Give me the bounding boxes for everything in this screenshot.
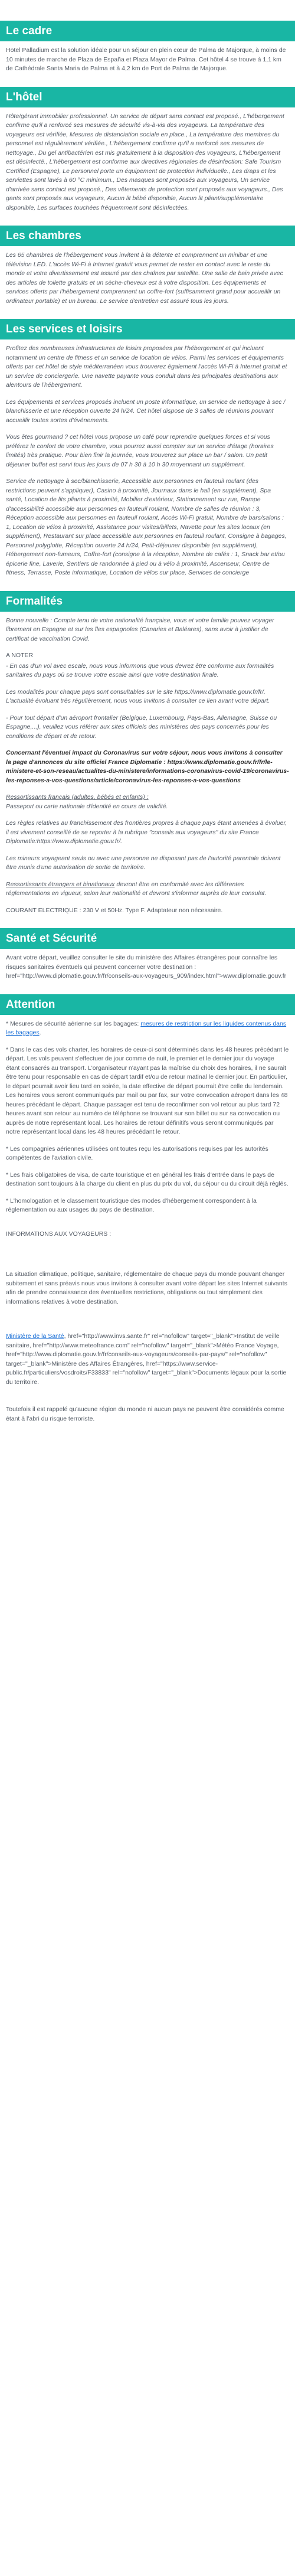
services-paragraph-2: Les équipements et services proposés incluent un poste informatique, un service de nettoyage à sec / blanchisserie et une réception ouverte 24 h/24. Cet hôtel dispose de 3 salles de réunions pouvant accueillir toutes sortes d'événements. (6, 398, 286, 424)
section-cadre (0, 41, 295, 74)
attention-paragraph-2: * Dans le cas des vols charter, les horaires de ceux-ci sont déterminés dans les 48 heures précédant le départ. Les vols peuvent s'effectuer de jour comme de nuit, le premier et le dernier jour du voyage étant consacrés au transport. L'organisateur n'ayant pas la maîtrise du choix des horaires, il ne saurait être tenu pour responsable en cas de départ tardif et/ou de retour matinal le dernier jour. En particulier, le départ pourrait avoir lieu tard en soirée, la date effective de départ pourrait être celle du lendemain. Les horaires vous seront communiqués par mail ou par fax, sur votre convocation aéroport dans les 48 heures précédant le départ. Chaque passager est tenu de reconfirmer son vol retour au plus tard 72 heures avant son retour au numéro de téléphone se trouvant sur son billet ou sur sa convocation ou auprès de notre représentant local. Les horaires de retour définitifs vous seront communiqués par notre représentant local dans les 48 heures précédant le retour. (6, 1046, 289, 1135)
formalites-foreign-text: devront être en conformité avec les différentes réglementations en vigueur, selon leur nationalité et devront s'informer auprès de leur consulat. (6, 880, 267, 897)
hotel-paragraph: Hôte/gérant immobilier professionnel. Un service de départ sans contact est proposé., L'hébergement confirme qu'il a renforcé ses mesures de sécurité vis-à-vis des voyageurs. La température des voyageurs est vérifiée, Mesures de distanciation sociale en place., La température des membres du personnel est régulièrement vérifiée., L'hébergement confirme qu'il a renforcé ses mesures de nettoyage., Du gel antibactérien est mis gratuitement à la disposition des voyageurs, L'hébergement est désinfecté., L'hébergement est conforme aux directives régionales de désinfection: Safe Tourism Certified (Espagne), Le personnel porte un équipement de protection individuelle., Les draps et les serviettes sont lavés à 60 °C minimum., Des masques sont proposés aux voyageurs, Un service d'arrivée sans contact est proposé., Des vêtements de protection sont proposés aux voyageurs., Des gants sont proposés aux voyageurs, Aucun lit bébé disponible, Aucun lit pliant/supplémentaire disponible, Les surfaces touchées fréquemment sont désinfectées. (6, 112, 284, 211)
liquids-restriction-link[interactable]: mesures de restriction sur les liquides contenus dans les bagages (6, 1020, 287, 1036)
attention-links-text: , href="http://www.invs.sante.fr" rel="nofollow" target="_blank">Institut de veille sanitaire, href="http://www.meteofrance.com" rel="nofollow" target="_blank">Météo France Voyage, href="http://www.diplomatie.gouv.fr/fr/conseils-aux-voyageurs/conseils-par-pays/" rel="nofollow" target="_blank">Ministère des Affaires Étrangères, href="https://www.service-public.fr/particuliers/vosdroits/F33833" rel="nofollow" target="_blank">Documents légaux pour la sortie du territoire. (6, 1333, 287, 1386)
formalites-foreign-heading: Ressortissants étrangers et binationaux (6, 880, 115, 888)
attention-paragraph-3: * Les compagnies aériennes utilisées ont toutes reçu les autorisations requises par les autorités compétentes de l'aviation civile. (6, 1145, 268, 1161)
attention-paragraph-4: * Les frais obligatoires de visa, de carte touristique et en général les frais d'entrée dans le pays de destination sont toujours à la charge du client en plus du prix du vol, du séjour ou du circuit déjà réglés. (6, 1171, 289, 1187)
formalites-paragraph-7: Les mineurs voyageant seuls ou avec une personne ne disposant pas de l'autorité parentale doivent être munis d'une autorisation de sortie de territoire. (6, 854, 281, 871)
services-paragraph-3: Vous êtes gourmand ? cet hôtel vous propose un café pour reprendre quelques forces et si vous préférez le confort de votre chambre, vous pourrez aussi compter sur un service d'étage (horaires limités) très pratique. Pour bien finir la journée, vous trouverez sur place un bar / salon. Un petit déjeuner buffet est servi tous les jours de 07 h 30 à 10 h 30 moyennant un supplément. (6, 433, 274, 468)
attention-paragraph-1 (6, 1020, 289, 1038)
attention-paragraph-8 (6, 1332, 289, 1387)
section-title-cadre: Le cadre (0, 21, 295, 41)
section-formalites (0, 612, 295, 916)
formalites-paragraph-5: Passeport ou carte nationale d'identité en cours de validité. (6, 802, 168, 810)
section-sante (0, 949, 295, 981)
attention-paragraph-9: Toutefois il est rappelé qu'aucune région du monde ni aucun pays ne peuvent être considérés comme étant à l'abri du risque terroriste. (6, 1406, 284, 1422)
attention-paragraph-5: * L'homologation et le classement touristique des modes d'hébergement correspondent à la réglementation ou aux usages du pays de destination. (6, 1197, 257, 1213)
formalites-nota-heading: A NOTER (6, 652, 34, 659)
section-attention (0, 1015, 295, 1424)
attention-travellers-heading: INFORMATIONS AUX VOYAGEURS : (6, 1230, 112, 1238)
section-title-sante: Santé et Sécurité (0, 928, 295, 949)
cadre-paragraph: Hotel Palladium est la solution idéale pour un séjour en plein cœur de Palma de Majorque, à moins de 10 minutes de marche de Plaza de España et Plaza Mayor de Palma. Cet hôtel 4 se trouve à 1,1 km de Cathédrale Santa Maria de Palma et à 4,2 km de Port de Palma de Majorque. (6, 47, 286, 72)
section-hotel (0, 107, 295, 213)
section-chambres (0, 246, 295, 306)
section-title-formalites: Formalités (0, 591, 295, 612)
formalites-paragraph-6: Les règles relatives au franchissement des frontières propres à chaque pays étant amenées à évoluer, il est vivement conseillé de se reporter à la rubrique "conseils aux voyageurs" du site France Diplomatie:https://www.diplomatie.gouv.fr/. (6, 820, 287, 845)
section-title-hotel: L'hôtel (0, 87, 295, 107)
attention-baggage-text: * Mesures de sécurité aérienne sur les bagages: (6, 1020, 141, 1027)
formalites-paragraph-1: Bonne nouvelle : Compte tenu de votre nationalité française, vous et votre famille pouvez voyager librement en Espagne et sur les îles espagnoles (Canaries et Baléares), sans avoir à justifier de certificat de vaccination Covid. (6, 616, 274, 642)
formalites-paragraph-8 (6, 880, 289, 899)
section-services (0, 339, 295, 578)
formalites-paragraph-2: - En cas d'un vol avec escale, nous vous informons que vous devrez être conforme aux formalités sanitaires du pays où se trouve votre escale ainsi que votre destination finale. (6, 662, 274, 678)
formalites-paragraph-3: Les modalités pour chaque pays sont consultables sur le site https://www.diplomatie.gouv.fr/fr/. L'actualité évoluant très régulièrement, nous vous invitons à consulter ce lien avant votre départ. (6, 688, 270, 704)
formalites-paragraph-4: - Pour tout départ d'un aéroport frontalier (Belgique, Luxembourg, Pays-Bas, Allemagne, Suisse ou Espagne,...), veuillez vous référer aux sites officiels des ministères des pays concernés pour les conditions de départ et de retour. (6, 714, 277, 740)
attention-paragraph-7: La situation climatique, politique, sanitaire, réglementaire de chaque pays du monde pouvant changer subitement et sans préavis nous vous invitons à consulter avant votre départ les sites Internet suivants afin de prendre connaissance des éventuelles restrictions, obligations ou tout simplement des informations relatives à votre destination. (6, 1271, 287, 1305)
chambres-paragraph: Les 65 chambres de l'hébergement vous invitent à la détente et comprennent un minibar et une télévision LED. L'accès Wi-Fi à Internet gratuit vous permet de rester en contact avec le reste du monde et votre divertissement est assuré par des chaînes par satellite. Une salle de bain privée avec des articles de toilette gratuits et un sèche-cheveux est à votre disposition. Les équipements et services offerts par l'hébergement comprennent un coffre-fort (suffisamment grand pour accueillir un ordinateur portable) et un bureau. Le service d'entretien est assuré tous les jours. (6, 252, 283, 305)
formalites-electricity: COURANT ELECTRIQUE : 230 V et 50Hz. Type F. Adaptateur non nécessaire. (6, 906, 223, 914)
sante-paragraph: Avant votre départ, veuillez consulter le site du ministère des Affaires étrangères pour connaître les risques sanitaires éventuels qui peuvent concerner votre destination : href="http://www.diplomatie.gouv.fr/fr/conseils-aux-voyageurs_909/index.html">www.diplomatie.gouv.fr (6, 954, 287, 980)
section-title-attention: Attention (0, 994, 295, 1015)
services-paragraph-1: Profitez des nombreuses infrastructures de loisirs proposées par l'hébergement et qui incluent notamment un centre de fitness et un service de location de vélos. Parmi les services et équipements offerts par cet hôtel de style méditerranéen vous trouverez également l'accès Wi-Fi à Internet gratuit et un service de conciergerie. Une navette payante vous conduit dans les principales destinations aux alentours de l'hébergement. (6, 345, 287, 388)
section-title-chambres: Les chambres (0, 226, 295, 246)
ministere-sante-link[interactable]: Ministère de la Santé (6, 1333, 64, 1340)
formalites-coronavirus-notice: Concernant l'éventuel impact du Coronavirus sur votre séjour, nous vous invitons à consulter la page d'annonces du site officiel France Diplomatie : https://www.diplomatie.gouv.fr/fr/le-ministere-et-son-reseau/actualites-du-ministere/informations-coronavirus-covid-19/coronavirus-les-reponses-a-vos-questions/article/coronavirus-les-reponses-a-vos-questions (6, 749, 289, 784)
services-paragraph-4: Service de nettoyage à sec/blanchisserie, Accessible aux personnes en fauteuil roulant (des restrictions peuvent s'appliquer), Casino à proximité, Journaux dans le hall (en supplément), Spa santé, Location de lits pliants à proximité, Mobilier d'extérieur, Stationnement sur rue, Rampe d'accessibilité accessible aux personnes en fauteuil roulant, Nombre de salles de réunion : 3, Réception accessible aux personnes en fauteuil roulant, Accès Wi-Fi gratuit, Nombre de bars/salons : 1, Location de vélos à proximité, Assistance pour visites/billets, Navette pour les sites locaux (en supplément), Restaurant sur place accessible aux personnes en fauteuil roulant, Consigne à bagages, Personnel polyglotte, Réception ouverte 24 h/24, Petit-déjeuner disponible (en supplément), Hébergement non-fumeurs, Coffre-fort (consigne à la réception, Nombre de cafés : 1, Snack bar et/ou épicerie fine, Laverie, Sentiers de randonnée à pied ou à vélo à proximité, Ascenseur, Centre de fitness, Terrasse, Poste informatique, Location de vélos sur place, Services de concierge (6, 478, 287, 576)
formalites-french-heading: Ressortissants français (adultes, bébés et enfants) : (6, 794, 149, 801)
attention-period: . (39, 1029, 41, 1036)
section-title-services: Les services et loisirs (0, 319, 295, 339)
